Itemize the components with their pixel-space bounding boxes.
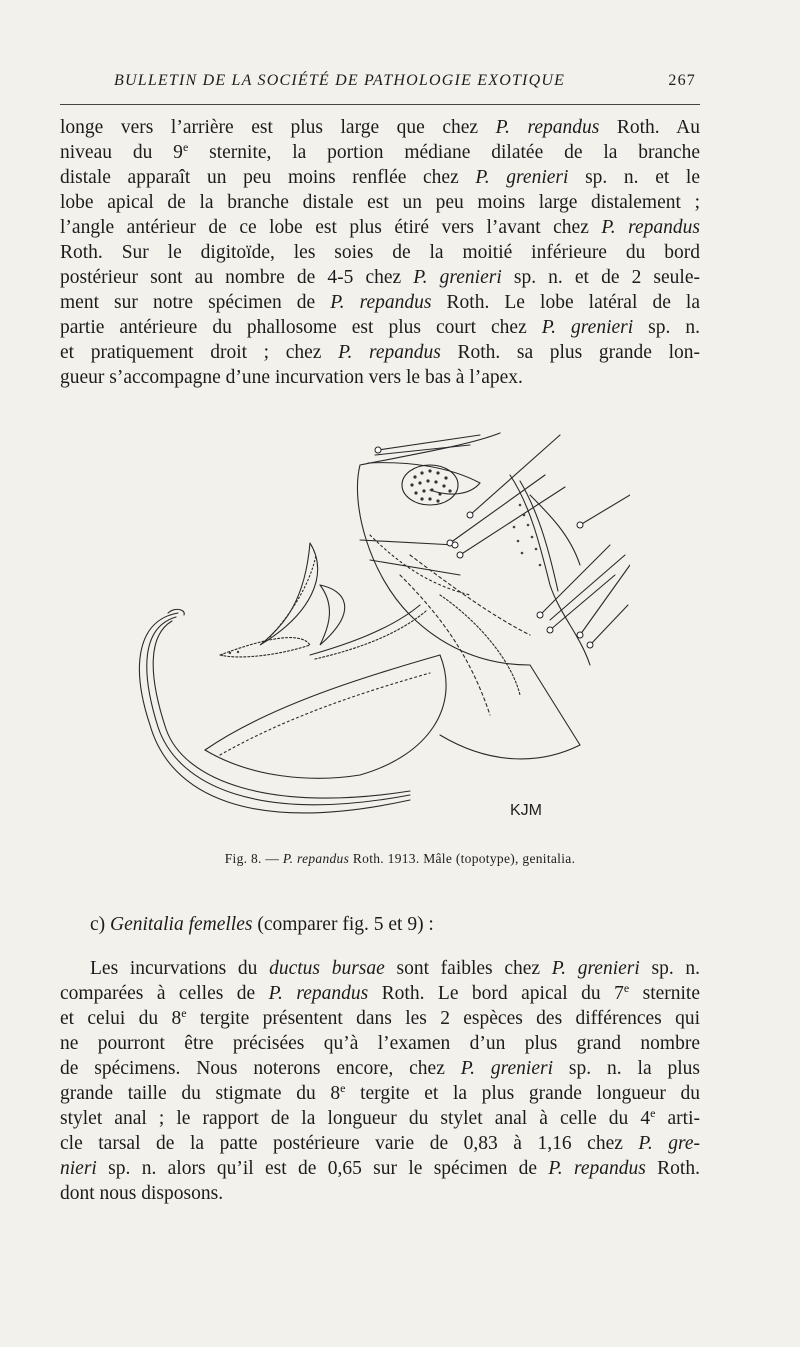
species-name: P. repandus (338, 342, 441, 363)
bristle (590, 605, 628, 645)
species-name: P. repandus (601, 217, 700, 238)
superscript: e (623, 981, 630, 995)
lower-lobe (205, 655, 446, 778)
species-name: P. grenieri (475, 167, 569, 188)
latin-term: ductus bursae (269, 958, 385, 979)
text-line: Les incurvations du ductus bursae sont faibles chez P. grenieri sp. n. (90, 958, 701, 979)
text-line: postérieur sont au nombre de 4-5 chez P. grenieri sp. n. et de 2 seule- (60, 267, 700, 288)
text-line: Roth. Sur le digitoïde, les soies de la moitié inférieure du bord (60, 242, 700, 263)
text-line: partie antérieure du phallosome est plus court chez P. grenieri sp. n. (60, 317, 701, 338)
superscript: e (182, 140, 189, 154)
header-rule (60, 104, 700, 105)
text-line: ne pourront être précisées qu’à l’examen d’un plus grand nombre (60, 1033, 700, 1054)
bristle (460, 487, 565, 555)
species-name: P. grenieri (413, 267, 502, 288)
species-name: P. repandus (495, 117, 600, 138)
section-subheading: c) Genitalia femelles (comparer fig. 5 et 9) : (90, 914, 434, 935)
text-line: distale apparaît un peu moins renflée chez P. grenieri sp. n. et le (60, 167, 700, 188)
running-header (60, 72, 700, 98)
bristle (360, 540, 455, 545)
text-line: et pratiquement droit ; chez P. repandus Roth. sa plus grande lon- (60, 342, 700, 363)
text-line: niveau du 9e sternite, la portion médiane dilatée de la branche (60, 140, 700, 163)
text-line: lobe apical de la branche distale est un peu moins large distalement ; (60, 192, 700, 213)
filament-middle (147, 617, 410, 805)
text-line: nieri sp. n. alors qu’il est de 0,65 sur le spécimen de P. repandus Roth. (60, 1158, 700, 1179)
bristle (550, 575, 615, 630)
text-line: longe vers l’arrière est plus large que chez P. repandus Roth. Au (60, 117, 700, 138)
bristle (470, 435, 560, 515)
species-name: P. repandus (282, 851, 350, 866)
species-name: P. gre- (638, 1133, 700, 1154)
paragraph-male-genitalia-comparison (60, 115, 700, 390)
running-title: BULLETIN DE LA SOCIÉTÉ DE PATHOLOGIE EXOTIQUE (114, 72, 566, 89)
text-line: cle tarsal de la patte postérieure varie de 0,83 à 1,16 chez P. gre- (60, 1133, 700, 1154)
species-name: nieri (60, 1158, 97, 1179)
coxite-outline (357, 465, 580, 759)
text-line: gueur s’accompagne d’une incurvation vers le bas à l’apex. (60, 367, 523, 388)
superscript: e (650, 1106, 656, 1120)
hook-upper (260, 543, 318, 645)
page-number: 267 (668, 72, 696, 89)
hook-middle (320, 585, 345, 645)
superscript: e (340, 1081, 346, 1095)
bristle (580, 565, 630, 635)
species-name: P. repandus (330, 292, 432, 313)
species-name: P. grenieri (541, 317, 634, 338)
text-line: l’angle antérieur de ce lobe est plus étiré vers l’avant chez P. repandus (60, 217, 700, 238)
subheading-term: Genitalia femelles (110, 914, 253, 935)
species-name: P. repandus (268, 983, 369, 1004)
text-line: grande taille du stigmate du 8e tergite et la plus grande longueur du (60, 1081, 700, 1104)
stippled-basal-lobe (402, 465, 458, 505)
species-name: P. grenieri (551, 958, 640, 979)
bristle (370, 560, 460, 575)
bristle (580, 495, 630, 525)
text-line: stylet anal ; le rapport de la longueur du stylet anal à celle du 4e arti- (60, 1106, 700, 1129)
bristle (540, 545, 610, 615)
paragraph-female-genitalia (60, 956, 700, 1206)
text-line: de spécimens. Nous noterons encore, chez P. grenieri sp. n. la plus (60, 1058, 701, 1079)
artist-signature: KJM (510, 802, 542, 819)
superscript: e (181, 1006, 187, 1020)
species-name: P. grenieri (460, 1058, 554, 1079)
figure-caption: Fig. 8. — P. repandus Roth. 1913. Mâle (topotype), genitalia. (224, 851, 576, 866)
species-name: P. repandus (548, 1158, 646, 1179)
genitalia-illustration (110, 415, 630, 835)
text-line: dont nous disposons. (60, 1183, 224, 1204)
text-line: et celui du 8e tergite présentent dans les 2 espèces des différences qui (60, 1006, 700, 1029)
text-line: comparées à celles de P. repandus Roth. Le bord apical du 7e sternite (60, 981, 700, 1004)
figure-genitalia-drawing (110, 415, 630, 835)
text-line: ment sur notre spécimen de P. repandus Roth. Le lobe latéral de la (60, 292, 700, 313)
